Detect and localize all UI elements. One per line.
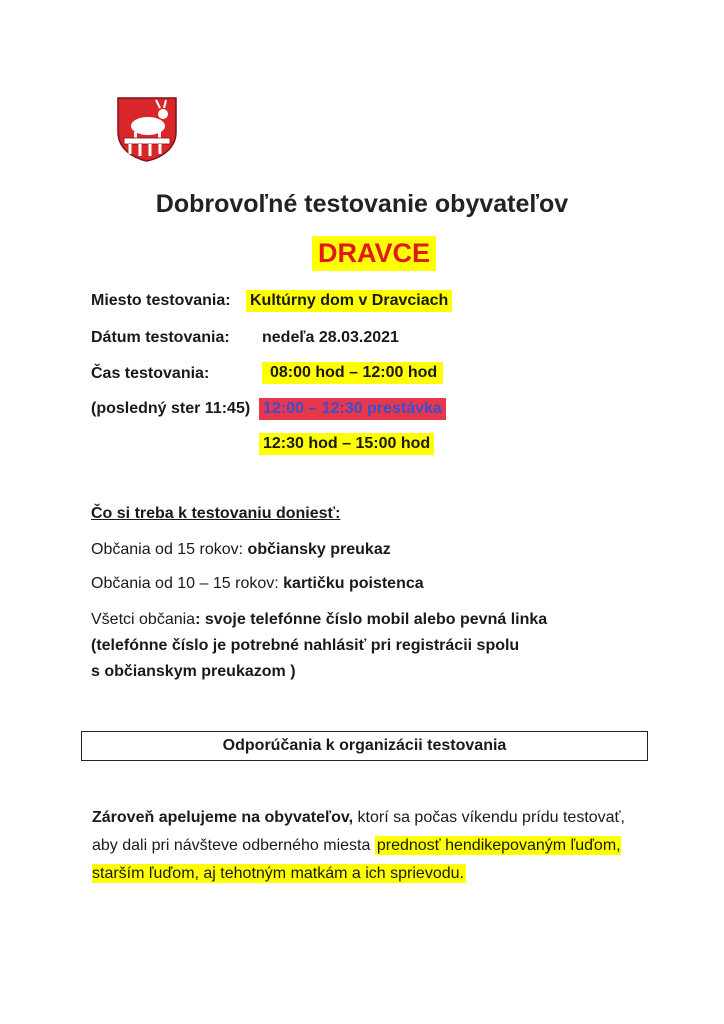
town-name: DRAVCE — [312, 236, 436, 271]
bring-line-1-value: občiansky preukaz — [247, 541, 391, 558]
place-label: Miesto testovania: — [91, 292, 231, 309]
bring-heading: Čo si treba k testovaniu doniesť: — [91, 505, 341, 522]
bring-line-3-value: : svoje telefónne číslo mobil alebo pevná linka — [195, 611, 548, 628]
recommendations-box: Odporúčania k organizácii testovania — [81, 731, 648, 761]
time-label: Čas testovania: — [91, 365, 210, 382]
bring-line-3-label: Všetci občania — [91, 611, 196, 628]
bring-line-4: (telefónne číslo je potrebné nahlásiť pri registrácii spolu — [91, 637, 520, 654]
appeal-paragraph — [92, 804, 632, 888]
break-time: 12:00 – 12:30 prestávka — [259, 398, 446, 420]
time-slot-2: 12:30 hod – 15:00 hod — [259, 433, 434, 455]
last-swab: (posledný ster 11:45) — [91, 400, 251, 417]
bring-line-2 — [91, 575, 424, 593]
appeal-highlight: prednosť hendikepovaným ľuďom, starším ľuďom, aj tehotným matkám a ich sprievodu. — [92, 837, 621, 882]
date-label: Dátum testovania: — [91, 329, 230, 346]
bring-line-1 — [91, 541, 391, 559]
date-value: nedeľa 28.03.2021 — [262, 329, 399, 346]
appeal-bold: Zároveň apelujeme na obyvateľov, — [92, 809, 354, 826]
bring-line-2-label: Občania od 10 – 15 rokov: — [91, 575, 279, 592]
place-value: Kultúrny dom v Dravciach — [246, 290, 452, 312]
bring-line-5: s občianskym preukazom ) — [91, 663, 296, 680]
bring-line-1-label: Občania od 15 rokov: — [91, 541, 244, 558]
page-title: Dobrovoľné testovanie obyvateľov — [155, 190, 569, 218]
time-slot-1: 08:00 hod – 12:00 hod — [262, 362, 443, 384]
bring-line-3 — [91, 611, 547, 629]
bring-line-2-value: kartičku poistenca — [283, 575, 424, 592]
municipality-crest-icon — [116, 96, 178, 162]
appeal-text: ktorí sa počas víkendu prídu testovať, aby dali pri návšteve odberného miesta — [92, 809, 625, 854]
